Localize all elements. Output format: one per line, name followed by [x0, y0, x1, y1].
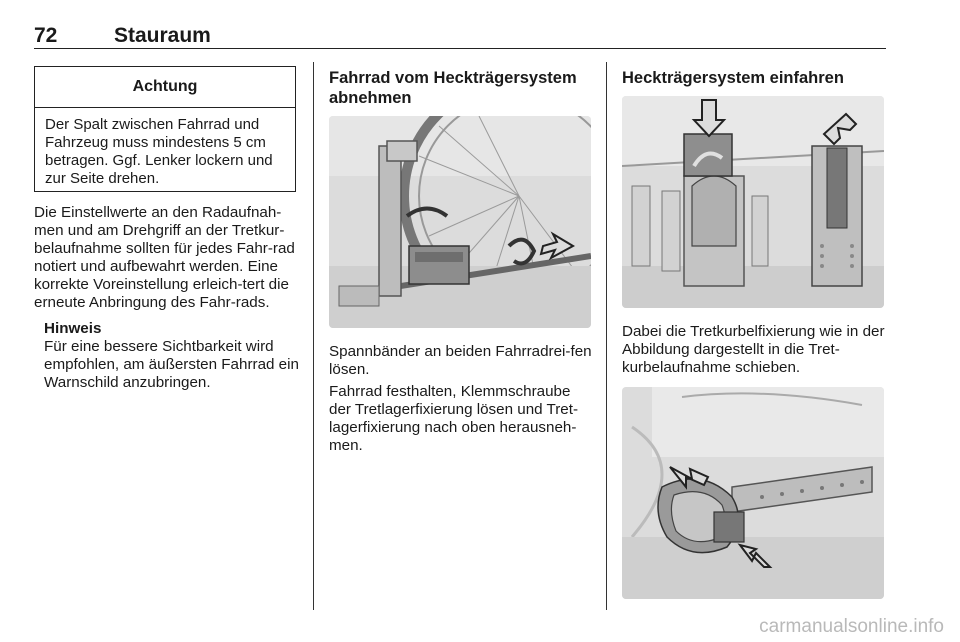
right-column-text [622, 323, 888, 377]
illustration-bike-removal [329, 116, 591, 328]
column-divider-2 [606, 62, 607, 610]
bike-removal-drawing [329, 116, 591, 328]
illustration-crank-fixation [622, 387, 884, 599]
left-column [34, 204, 300, 392]
note-block [34, 320, 300, 392]
middle-column-text [329, 343, 595, 455]
middle-column-heading-wrap [329, 68, 591, 108]
column-divider-1 [313, 62, 314, 610]
watermark: carmanualsonline.info [759, 616, 944, 637]
right-column-heading-wrap [622, 68, 886, 88]
page-header [34, 24, 886, 49]
settings-paragraph: Die Einstellwerte an den Radaufnah-men und am Drehgriff an der Tretkur-belaufnahme sollten für jedes Fahr-rad notiert und aufbewahrt werden. Eine korrekte Voreinstellung erleich-tert die erneute Anbringung des Fahr-rads. [34, 204, 295, 311]
section-heading-retract-carrier: Heckträgersystem einfahren [622, 69, 844, 87]
warning-box [34, 66, 296, 192]
carrier-retract-drawing [622, 96, 884, 308]
illustration-carrier-retract [622, 96, 884, 308]
warning-title: Achtung [35, 67, 295, 108]
middle-para-1: Spannbänder an beiden Fahrradrei-fen lösen. [329, 343, 592, 378]
middle-para-2: Fahrrad festhalten, Klemmschraube der Tretlagerfixierung lösen und Tret-lagerfixierung nach oben herausneh-men. [329, 383, 579, 454]
note-title: Hinweis [44, 320, 102, 337]
crank-fixation-drawing [622, 387, 884, 599]
note-text: Für eine bessere Sichtbarkeit wird empfohlen, am äußersten Fahrrad ein Warnschild anzubringen. [44, 338, 299, 391]
page-number: 72 [34, 24, 58, 47]
right-para-1: Dabei die Tretkurbelfixierung wie in der Abbildung dargestellt in die Tret-kurbelaufnahme schieben. [622, 323, 885, 376]
warning-text: Der Spalt zwischen Fahrrad und Fahrzeug muss mindestens 5 cm betragen. Ggf. Lenker lockern und zur Seite drehen. [45, 116, 273, 187]
section-heading-remove-bike: Fahrrad vom Heckträgersystem abnehmen [329, 69, 577, 107]
page-title: Stauraum [114, 24, 211, 47]
